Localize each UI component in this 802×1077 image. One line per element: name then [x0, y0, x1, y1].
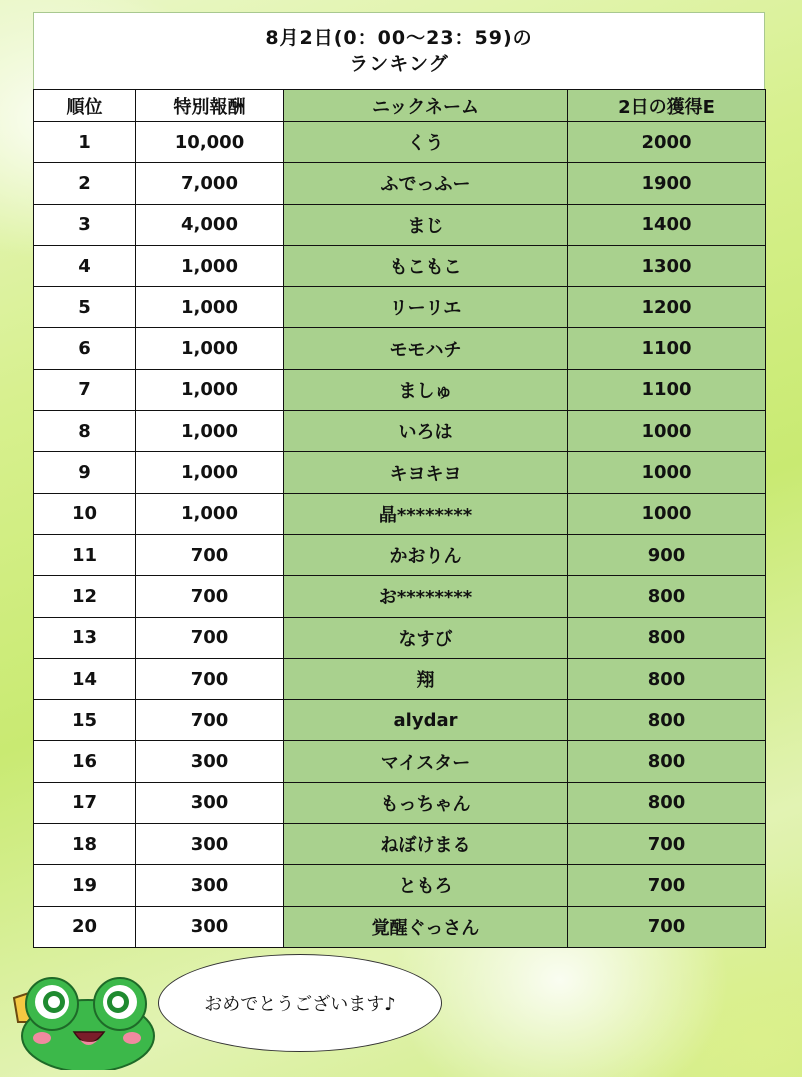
- nickname-cell: ふでっふー: [284, 163, 568, 204]
- earned-cell: 800: [568, 576, 766, 617]
- table-row: [34, 824, 766, 865]
- earned-cell: 700: [568, 906, 766, 947]
- table-row: [34, 287, 766, 328]
- nickname-cell: もっちゃん: [284, 782, 568, 823]
- nickname-cell: お********: [284, 576, 568, 617]
- reward-cell: 1,000: [136, 411, 284, 452]
- rank-cell: 17: [34, 782, 136, 823]
- rank-cell: 7: [34, 369, 136, 410]
- rank-cell: 14: [34, 658, 136, 699]
- nickname-cell: モモハチ: [284, 328, 568, 369]
- rank-cell: 4: [34, 245, 136, 286]
- earned-cell: 1200: [568, 287, 766, 328]
- reward-cell: 1,000: [136, 369, 284, 410]
- table-row: [34, 741, 766, 782]
- rank-cell: 18: [34, 824, 136, 865]
- nickname-cell: ねぼけまる: [284, 824, 568, 865]
- reward-cell: 300: [136, 824, 284, 865]
- earned-cell: 1100: [568, 369, 766, 410]
- table-row: [34, 452, 766, 493]
- table-row: [34, 328, 766, 369]
- earned-cell: 800: [568, 741, 766, 782]
- nickname-cell: リーリエ: [284, 287, 568, 328]
- rank-cell: 11: [34, 534, 136, 575]
- earned-cell: 800: [568, 617, 766, 658]
- nickname-cell: もこもこ: [284, 245, 568, 286]
- table-row: [34, 204, 766, 245]
- reward-cell: 1,000: [136, 328, 284, 369]
- rank-cell: 5: [34, 287, 136, 328]
- earned-cell: 1300: [568, 245, 766, 286]
- reward-cell: 1,000: [136, 287, 284, 328]
- table-row: [34, 617, 766, 658]
- rank-cell: 10: [34, 493, 136, 534]
- earned-cell: 1100: [568, 328, 766, 369]
- reward-cell: 700: [136, 576, 284, 617]
- earned-cell: 800: [568, 658, 766, 699]
- title-line-1: 8月2日(0：00～23：59)の: [265, 27, 533, 49]
- rank-cell: 16: [34, 741, 136, 782]
- rank-cell: 6: [34, 328, 136, 369]
- nickname-cell: 翔: [284, 658, 568, 699]
- reward-cell: 700: [136, 534, 284, 575]
- table-row: [34, 782, 766, 823]
- header-rank: 順位: [34, 90, 136, 122]
- nickname-cell: 晶********: [284, 493, 568, 534]
- frog-mascot-icon: [8, 970, 158, 1074]
- earned-cell: 1000: [568, 452, 766, 493]
- nickname-cell: まじ: [284, 204, 568, 245]
- rank-cell: 3: [34, 204, 136, 245]
- speech-bubble: [158, 954, 442, 1052]
- rank-cell: 19: [34, 865, 136, 906]
- reward-cell: 300: [136, 906, 284, 947]
- nickname-cell: alydar: [284, 700, 568, 741]
- nickname-cell: キヨキヨ: [284, 452, 568, 493]
- earned-cell: 1000: [568, 411, 766, 452]
- header-reward: 特別報酬: [136, 90, 284, 122]
- reward-cell: 1,000: [136, 452, 284, 493]
- table-row: [34, 700, 766, 741]
- title-line-2: ランキング: [349, 53, 449, 75]
- table-row: [34, 245, 766, 286]
- earned-cell: 1900: [568, 163, 766, 204]
- earned-cell: 900: [568, 534, 766, 575]
- reward-cell: 1,000: [136, 493, 284, 534]
- earned-cell: 2000: [568, 122, 766, 163]
- speech-text: おめでとうございます♪: [204, 994, 396, 1015]
- header-nickname: ニックネーム: [284, 90, 568, 122]
- reward-cell: 300: [136, 865, 284, 906]
- table-row: [34, 122, 766, 163]
- rank-cell: 13: [34, 617, 136, 658]
- header-earned: 2日の獲得E: [568, 90, 766, 122]
- ranking-table: [33, 89, 766, 948]
- earned-cell: 800: [568, 782, 766, 823]
- rank-cell: 1: [34, 122, 136, 163]
- table-row: [34, 534, 766, 575]
- ranking-body: [34, 122, 766, 948]
- nickname-cell: くう: [284, 122, 568, 163]
- nickname-cell: 覚醒ぐっさん: [284, 906, 568, 947]
- earned-cell: 1000: [568, 493, 766, 534]
- table-row: [34, 369, 766, 410]
- table-row: [34, 865, 766, 906]
- nickname-cell: ましゅ: [284, 369, 568, 410]
- nickname-cell: なすび: [284, 617, 568, 658]
- nickname-cell: いろは: [284, 411, 568, 452]
- earned-cell: 700: [568, 865, 766, 906]
- table-row: [34, 906, 766, 947]
- reward-cell: 7,000: [136, 163, 284, 204]
- nickname-cell: かおりん: [284, 534, 568, 575]
- earned-cell: 700: [568, 824, 766, 865]
- earned-cell: 1400: [568, 204, 766, 245]
- reward-cell: 10,000: [136, 122, 284, 163]
- table-row: [34, 576, 766, 617]
- reward-cell: 300: [136, 741, 284, 782]
- table-row: [34, 493, 766, 534]
- reward-cell: 4,000: [136, 204, 284, 245]
- reward-cell: 1,000: [136, 245, 284, 286]
- table-row: [34, 411, 766, 452]
- earned-cell: 800: [568, 700, 766, 741]
- ranking-title: [33, 12, 765, 89]
- table-row: [34, 163, 766, 204]
- rank-cell: 20: [34, 906, 136, 947]
- rank-cell: 8: [34, 411, 136, 452]
- reward-cell: 700: [136, 658, 284, 699]
- ranking-panel: [33, 12, 765, 946]
- reward-cell: 300: [136, 782, 284, 823]
- rank-cell: 2: [34, 163, 136, 204]
- nickname-cell: ともろ: [284, 865, 568, 906]
- nickname-cell: マイスター: [284, 741, 568, 782]
- reward-cell: 700: [136, 617, 284, 658]
- reward-cell: 700: [136, 700, 284, 741]
- rank-cell: 15: [34, 700, 136, 741]
- rank-cell: 12: [34, 576, 136, 617]
- table-row: [34, 658, 766, 699]
- rank-cell: 9: [34, 452, 136, 493]
- table-header-row: [34, 90, 766, 122]
